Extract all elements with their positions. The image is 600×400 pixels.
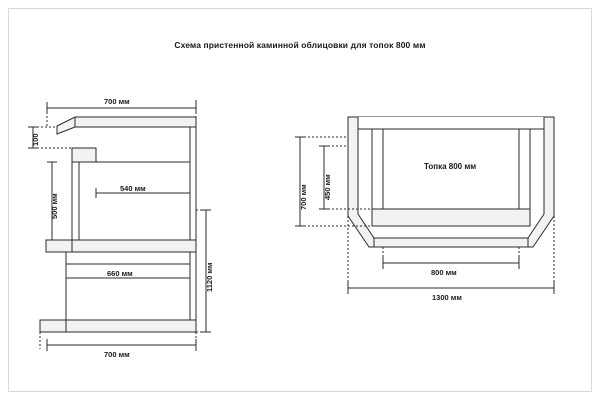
label-side-height-500: 500 мм (50, 193, 59, 219)
label-front-height-700: 700 мм (299, 184, 308, 210)
side-view-drawing (28, 100, 211, 351)
front-view-drawing (295, 117, 554, 294)
label-side-top-width: 700 мм (104, 97, 130, 106)
label-front-height-450: 450 мм (323, 174, 332, 200)
page-title: Схема пристенной каминной облицовки для топок 800 мм (174, 40, 426, 50)
label-side-top-offset: 100 (31, 133, 40, 146)
label-front-firebox-width: 800 мм (431, 268, 457, 277)
label-side-bottom-width: 700 мм (104, 350, 130, 359)
label-side-inner-540: 540 мм (120, 184, 146, 193)
label-firebox: Топка 800 мм (424, 162, 477, 171)
label-front-total-width: 1300 мм (432, 293, 462, 302)
label-side-base-660: 660 мм (107, 269, 133, 278)
label-side-total-height: 1120 мм (205, 262, 214, 292)
